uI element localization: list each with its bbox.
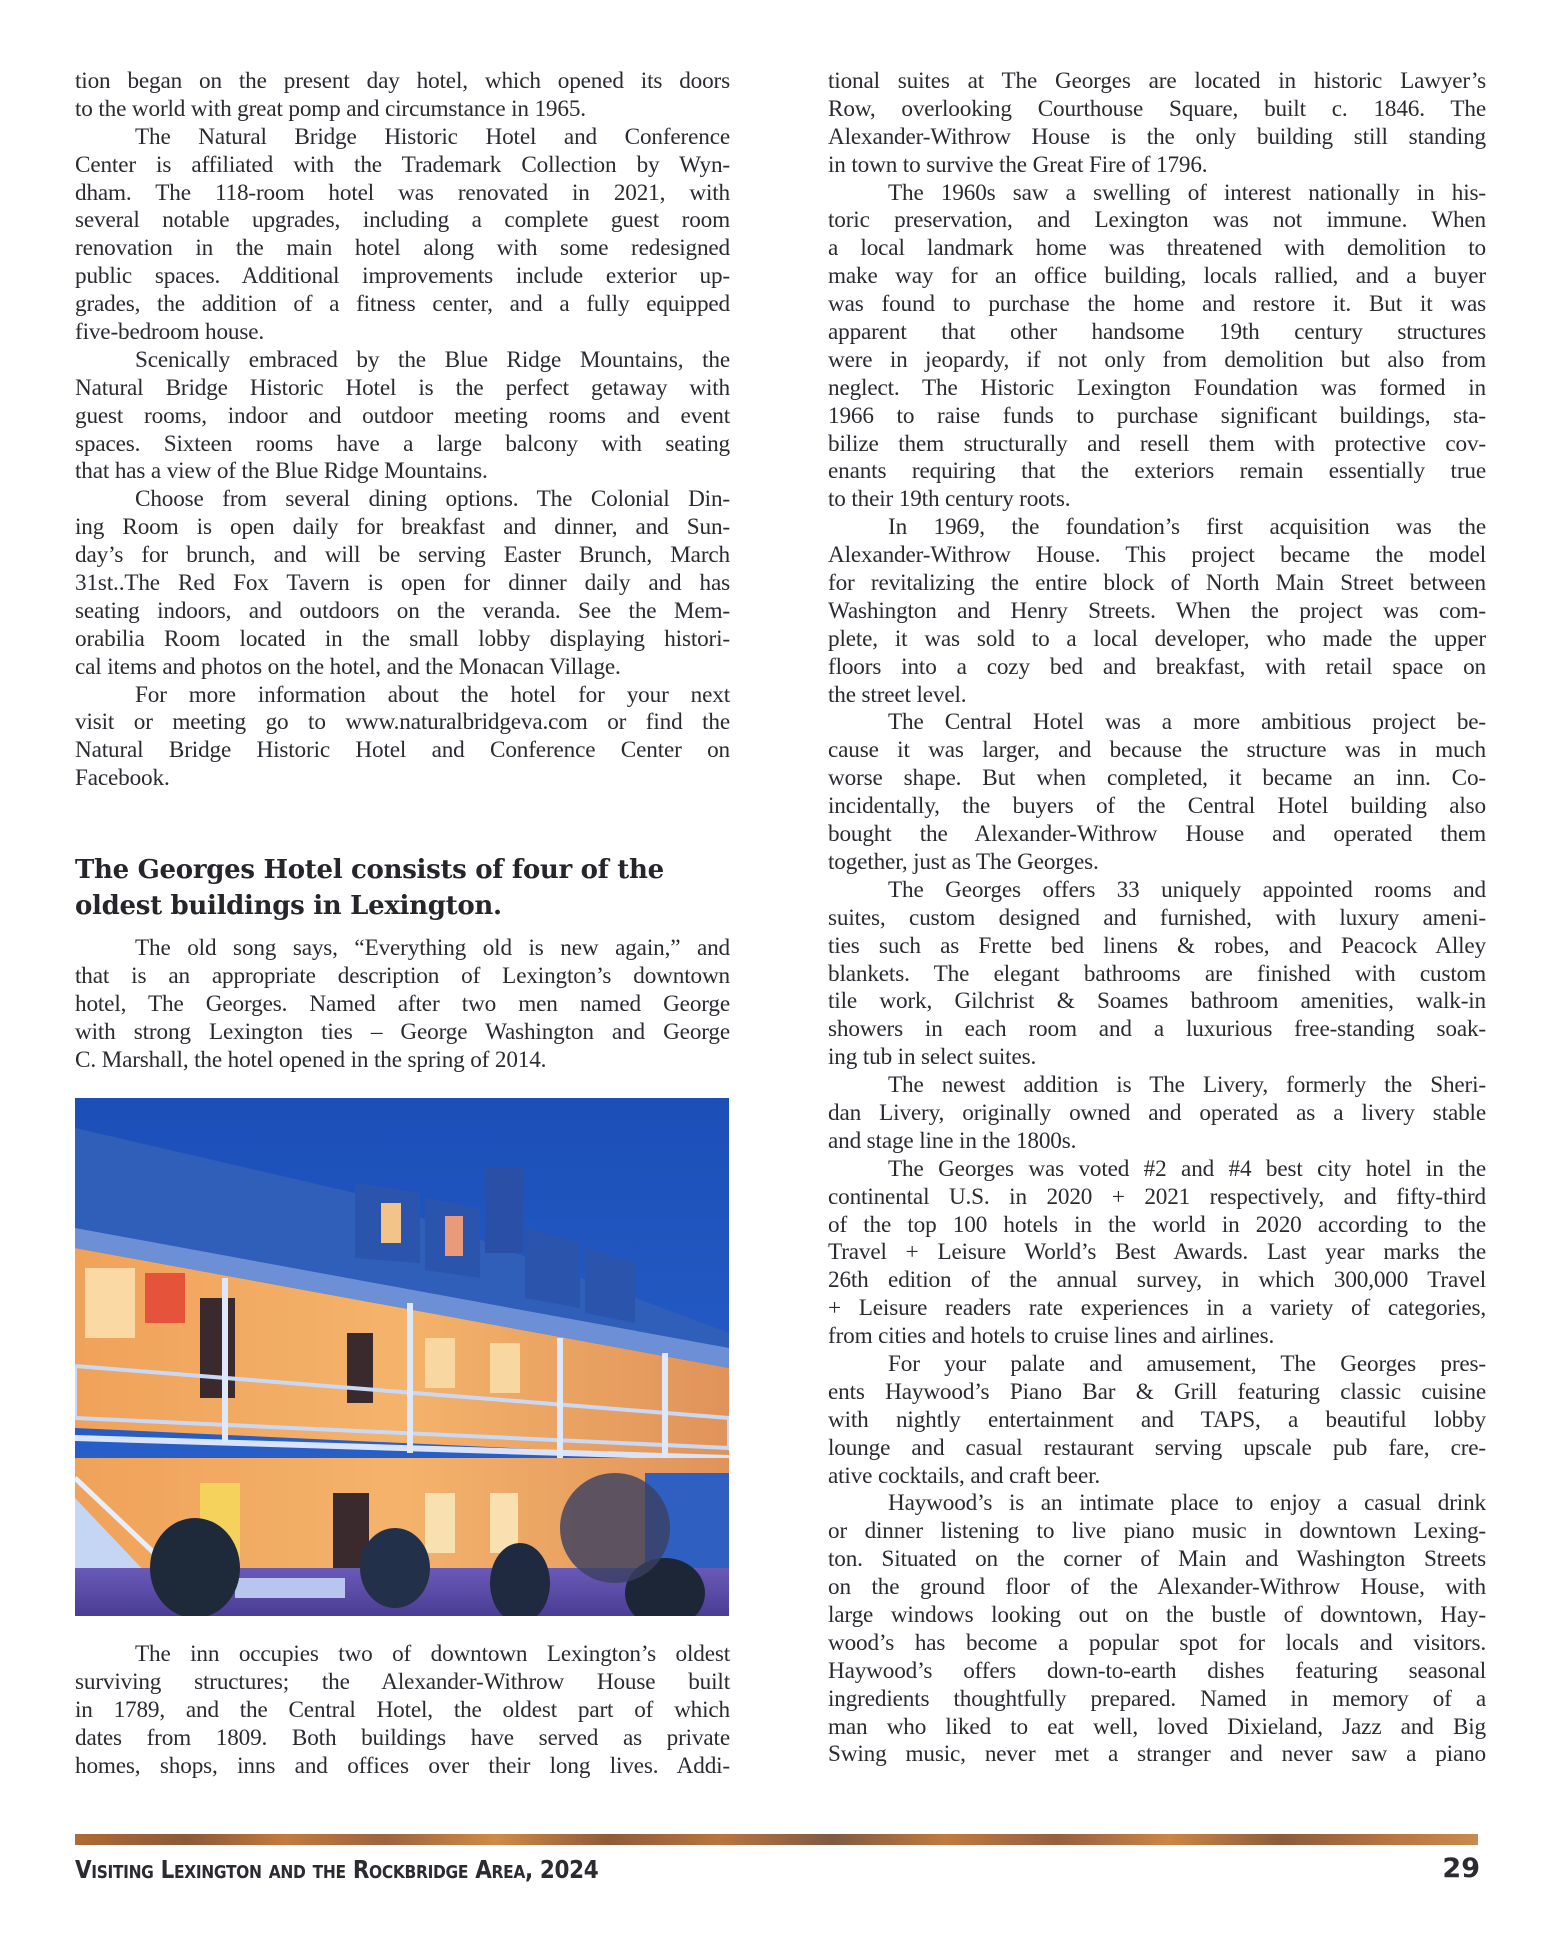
paragraph <box>75 1641 730 1780</box>
section-heading-line: oldest buildings in Lexington. <box>75 891 502 921</box>
text-line: Choose from several dining options. The Colonial Din- <box>135 486 730 513</box>
text-line: a local landmark home was threatened with demolition to <box>828 235 1486 262</box>
paragraph <box>75 682 730 794</box>
paragraph <box>75 124 730 347</box>
text-line: For more information about the hotel for your next <box>135 681 730 708</box>
text-line: large windows looking out on the bustle of downtown, Hay- <box>828 1601 1486 1628</box>
text-line: homes, shops, inns and offices over their long lives. Addi- <box>75 1752 730 1779</box>
text-line: to their 19th century roots. <box>828 486 1071 513</box>
text-line: The Georges was voted #2 and #4 best city hotel in the <box>888 1155 1486 1182</box>
text-line: worse shape. But when completed, it became an inn. Co- <box>828 765 1486 792</box>
text-line: ents Haywood’s Piano Bar & Grill featuring classic cuisine <box>828 1378 1486 1405</box>
text-line: man who liked to eat well, loved Dixieland, Jazz and Big <box>828 1713 1486 1740</box>
text-line: plete, it was sold to a local developer, who made the upper <box>828 625 1486 652</box>
text-line: dan Livery, originally owned and operated as a livery stable <box>828 1099 1486 1126</box>
text-line: tion began on the present day hotel, which opened its doors <box>75 68 730 94</box>
footer-decorative-rule <box>75 1834 1478 1845</box>
text-line: lounge and casual restaurant serving upscale pub fare, cre- <box>828 1434 1486 1461</box>
text-line: was found to purchase the home and restore it. But it was <box>828 291 1486 318</box>
text-line: Facebook. <box>75 765 170 792</box>
text-line: 26th edition of the annual survey, in which 300,000 Travel <box>828 1267 1486 1294</box>
text-line: in 1789, and the Central Hotel, the oldest part of which <box>75 1696 730 1723</box>
text-line: The 1960s saw a swelling of interest nationally in his- <box>888 179 1486 206</box>
text-line: make way for an office building, locals rallied, and a buyer <box>828 263 1486 290</box>
paragraph <box>828 877 1486 1072</box>
text-line: and stage line in the 1800s. <box>828 1127 1077 1154</box>
text-line: that is an appropriate description of Lexington’s downtown <box>75 962 730 989</box>
text-line: to the world with great pomp and circumstance in 1965. <box>75 95 586 122</box>
paragraph <box>828 1156 1486 1351</box>
text-line: public spaces. Additional improvements include exterior up- <box>75 263 730 290</box>
text-line: In 1969, the foundation’s first acquisition was the <box>888 514 1486 541</box>
text-line: on the ground floor of the Alexander-Withrow House, with <box>828 1574 1486 1601</box>
text-line: were in jeopardy, if not only from demolition but also from <box>828 346 1486 373</box>
text-line: floors into a cozy bed and breakfast, with retail space on <box>828 653 1486 680</box>
text-line: apparent that other handsome 19th century structures <box>828 319 1486 346</box>
text-line: ingredients thoughtfully prepared. Named in memory of a <box>828 1685 1486 1712</box>
page-number: 29 <box>1442 1853 1480 1884</box>
text-line: dates from 1809. Both buildings have served as private <box>75 1724 730 1751</box>
text-line: guest rooms, indoor and outdoor meeting rooms and event <box>75 402 730 429</box>
text-line: Washington and Henry Streets. When the project was com- <box>828 597 1486 624</box>
text-line: of the top 100 hotels in the world in 2020 according to the <box>828 1211 1486 1238</box>
text-line: five-bedroom house. <box>75 319 265 346</box>
text-line: Alexander-Withrow House. This project became the model <box>828 542 1486 569</box>
text-line: The inn occupies two of downtown Lexington’s oldest <box>135 1641 730 1667</box>
right-column-text <box>828 68 1486 1769</box>
text-line: 31st..The Red Fox Tavern is open for dinner daily and has <box>75 570 730 597</box>
text-line: with nightly entertainment and TAPS, a beautiful lobby <box>828 1406 1486 1433</box>
text-line: ties such as Frette bed linens & robes, and Peacock Alley <box>828 932 1486 959</box>
left-column-top-text <box>75 68 730 793</box>
paragraph <box>828 514 1486 709</box>
text-line: in town to survive the Great Fire of 1796. <box>828 151 1208 178</box>
paragraph <box>828 1490 1486 1769</box>
section-heading <box>75 852 735 924</box>
paragraph <box>828 1072 1486 1156</box>
text-line: or dinner listening to live piano music in downtown Lexing- <box>828 1518 1486 1545</box>
paragraph <box>828 1351 1486 1490</box>
text-line: Travel + Leisure World’s Best Awards. Last year marks the <box>828 1239 1486 1266</box>
text-line: neglect. The Historic Lexington Foundation was formed in <box>828 374 1486 401</box>
text-line: Scenically embraced by the Blue Ridge Mountains, the <box>135 346 730 373</box>
text-line: The old song says, “Everything old is new again,” and <box>135 935 730 961</box>
text-line: the street level. <box>828 681 967 708</box>
text-line: for revitalizing the entire block of North Main Street between <box>828 570 1486 597</box>
text-line: Haywood’s offers down-to-earth dishes featuring seasonal <box>828 1657 1486 1684</box>
text-line: bought the Alexander-Withrow House and operated them <box>828 821 1486 848</box>
text-line: dham. The 118-room hotel was renovated in 2021, with <box>75 179 730 206</box>
text-line: toric preservation, and Lexington was not immune. When <box>828 207 1486 234</box>
text-line: ative cocktails, and craft beer. <box>828 1462 1101 1489</box>
paragraph <box>828 180 1486 515</box>
text-line: 1966 to raise funds to purchase significant buildings, sta- <box>828 402 1486 429</box>
text-line: The Natural Bridge Historic Hotel and Conference <box>135 123 730 150</box>
text-line: The Central Hotel was a more ambitious project be- <box>888 709 1486 736</box>
text-line: renovation in the main hotel along with some redesigned <box>75 235 730 262</box>
paragraph <box>828 68 1486 180</box>
text-line: from cities and hotels to cruise lines and airlines. <box>828 1323 1275 1350</box>
text-line: tional suites at The Georges are located in historic Lawyer’s <box>828 68 1486 94</box>
text-line: orabilia Room located in the small lobby displaying histori- <box>75 625 730 652</box>
text-line: showers in each room and a luxurious free-standing soak- <box>828 1016 1486 1043</box>
text-line: cause it was larger, and because the structure was in much <box>828 737 1486 764</box>
text-line: hotel, The Georges. Named after two men named George <box>75 990 730 1017</box>
hotel-photo-illustration <box>75 1098 729 1616</box>
footer-publication-title: Visiting Lexington and the Rockbridge Area, 2024 <box>75 1855 599 1884</box>
paragraph <box>75 486 730 681</box>
text-line: together, just as The Georges. <box>828 848 1099 875</box>
text-line: spaces. Sixteen rooms have a large balcony with seating <box>75 430 730 457</box>
text-line: For your palate and amusement, The Georges pres- <box>888 1350 1486 1377</box>
text-line: Row, overlooking Courthouse Square, built c. 1846. The <box>828 95 1486 122</box>
text-line: tile work, Gilchrist & Soames bathroom amenities, walk-in <box>828 988 1486 1015</box>
text-line: Haywood’s is an intimate place to enjoy a casual drink <box>888 1490 1486 1517</box>
text-line: Swing music, never met a stranger and never saw a piano <box>828 1741 1486 1768</box>
text-line: visit or meeting go to www.naturalbridgeva.com or find the <box>75 709 730 736</box>
text-line: that has a view of the Blue Ridge Mountains. <box>75 458 488 485</box>
text-line: Alexander-Withrow House is the only building still standing <box>828 123 1486 150</box>
text-line: incidentally, the buyers of the Central Hotel building also <box>828 793 1486 820</box>
hotel-exterior-photo <box>75 1098 729 1616</box>
text-line: enants requiring that the exteriors remain essentially true <box>828 458 1486 485</box>
text-line: continental U.S. in 2020 + 2021 respectively, and fifty-third <box>828 1183 1486 1210</box>
paragraph <box>75 347 730 486</box>
text-line: suites, custom designed and furnished, with luxury ameni- <box>828 904 1486 931</box>
paragraph <box>75 935 730 1074</box>
left-column-bottom-text <box>75 1641 730 1780</box>
text-line: + Leisure readers rate experiences in a variety of categories, <box>828 1295 1486 1322</box>
text-line: ing tub in select suites. <box>828 1044 1037 1071</box>
text-line: The newest addition is The Livery, formerly the Sheri- <box>888 1072 1486 1099</box>
text-line: blankets. The elegant bathrooms are finished with custom <box>828 960 1486 987</box>
text-line: ton. Situated on the corner of Main and Washington Streets <box>828 1546 1486 1573</box>
text-line: cal items and photos on the hotel, and the Monacan Village. <box>75 653 621 680</box>
text-line: Natural Bridge Historic Hotel and Conference Center on <box>75 737 730 764</box>
text-line: ing Room is open daily for breakfast and dinner, and Sun- <box>75 514 730 541</box>
paragraph <box>75 68 730 124</box>
section-heading-line: The Georges Hotel consists of four of the <box>75 855 664 885</box>
text-line: The Georges offers 33 uniquely appointed rooms and <box>888 876 1486 903</box>
paragraph <box>828 709 1486 876</box>
text-line: bilize them structurally and resell them with protective cov- <box>828 430 1486 457</box>
text-line: grades, the addition of a fitness center, and a fully equipped <box>75 291 730 318</box>
text-line: surviving structures; the Alexander-Withrow House built <box>75 1668 730 1695</box>
left-column-intro-text <box>75 935 730 1074</box>
text-line: Natural Bridge Historic Hotel is the perfect getaway with <box>75 374 730 401</box>
text-line: several notable upgrades, including a complete guest room <box>75 207 730 234</box>
text-line: with strong Lexington ties – George Washington and George <box>75 1018 730 1045</box>
text-line: day’s for brunch, and will be serving Easter Brunch, March <box>75 542 730 569</box>
text-line: seating indoors, and outdoors on the veranda. See the Mem- <box>75 597 730 624</box>
text-line: C. Marshall, the hotel opened in the spring of 2014. <box>75 1046 547 1073</box>
text-line: Center is affiliated with the Trademark Collection by Wyn- <box>75 151 730 178</box>
text-line: wood’s has become a popular spot for locals and visitors. <box>828 1629 1486 1656</box>
